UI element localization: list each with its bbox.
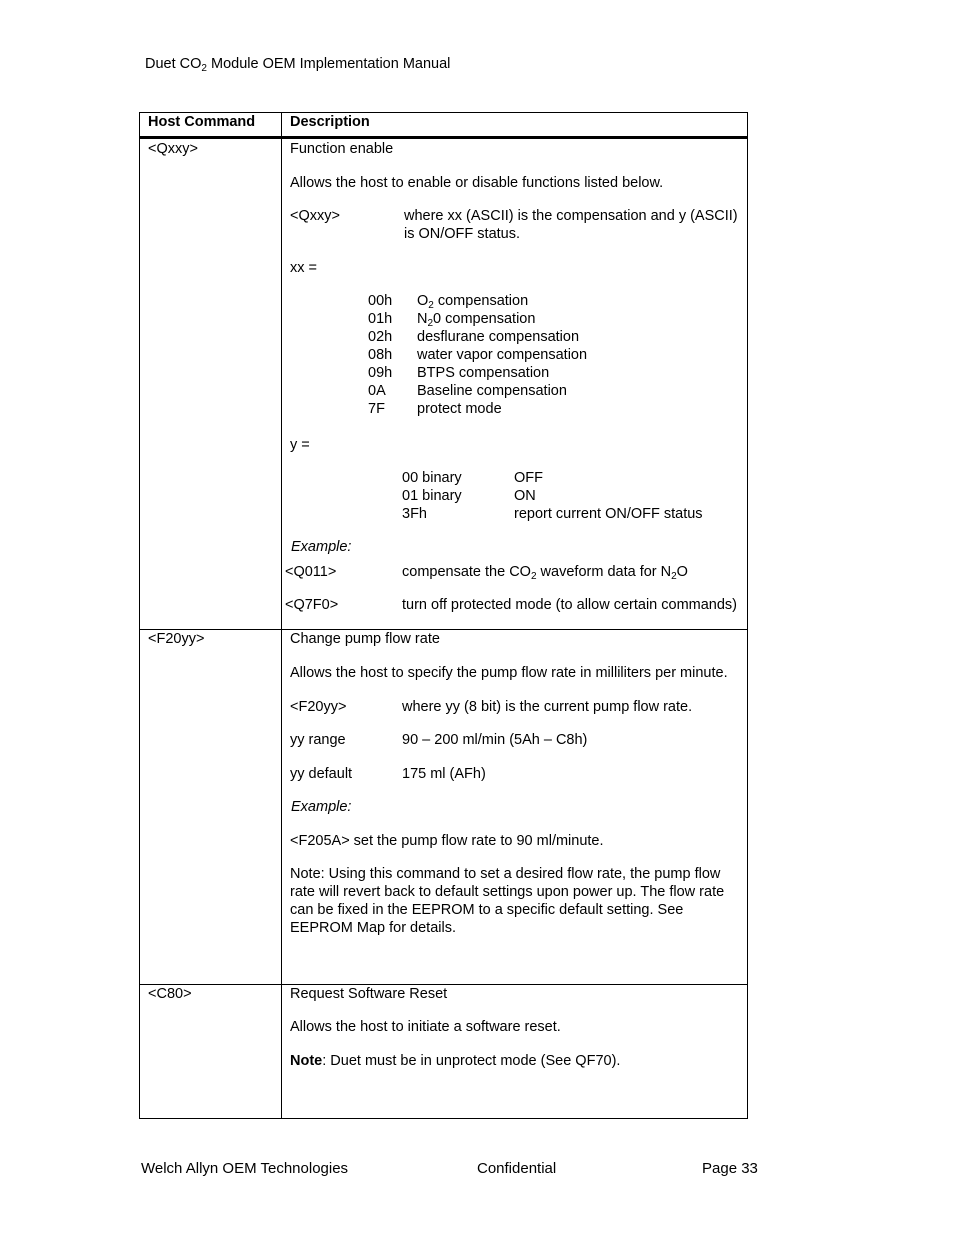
syntax-command: <Qxxy> [290, 208, 340, 224]
command-label: <C80> [148, 986, 192, 1002]
command-label: <F20yy> [148, 631, 205, 647]
xx-code: 00h [368, 293, 393, 309]
xx-label: xx = [290, 260, 317, 276]
command-cell-f20yy [140, 630, 282, 985]
command-label: <Qxxy> [148, 141, 198, 157]
xx-code: 0A [368, 383, 386, 399]
row-title: Function enable [290, 141, 394, 157]
note-line: Note: Using this command to set a desired flow rate, the pump flow [290, 866, 721, 882]
y-meaning: OFF [514, 470, 543, 486]
xx-meaning: $O_2$ compensation [417, 293, 529, 311]
example-description: compensate the $CO_2$ waveform data for $N_2O$ [402, 564, 688, 582]
command-cell-c80 [140, 985, 282, 1119]
note-bold: Note [290, 1053, 323, 1069]
footer-center: Confidential [477, 1160, 557, 1177]
default-label: yy default [290, 766, 353, 782]
column-header-description: Description [282, 113, 748, 138]
xx-code: 01h [368, 311, 393, 327]
syntax-description: where yy (8 bit) is the current pump flow rate. [402, 699, 693, 715]
example-label: Example: [291, 799, 352, 815]
header-title-sub: 2 [201, 63, 207, 74]
footer-left: Welch Allyn OEM Technologies [141, 1160, 349, 1177]
note-rest: : Duet must be in unprotect mode (See QF70). [322, 1053, 621, 1069]
header-title-pre: Duet CO [145, 56, 202, 72]
description-cell-f20yy [282, 630, 748, 985]
default-value: 175 ml (AFh) [402, 766, 486, 782]
note-line: rate will revert back to default settings upon power up. The flow rate [290, 884, 725, 900]
y-label: y = [290, 437, 310, 453]
table-header-row [140, 113, 748, 138]
row-intro: Allows the host to enable or disable functions listed below. [290, 175, 664, 191]
table-row [140, 138, 748, 630]
xx-meaning: BTPS compensation [417, 365, 550, 381]
xx-code: 08h [368, 347, 393, 363]
xx-meaning: $N_20$ compensation [417, 311, 536, 329]
syntax-description-line-2: is ON/OFF status. [404, 226, 521, 242]
note [290, 1053, 620, 1069]
xx-meaning: desflurane compensation [417, 329, 580, 345]
y-meaning: report current ON/OFF status [514, 506, 703, 522]
page-header [145, 56, 450, 72]
xx-code: 09h [368, 365, 393, 381]
y-meaning: ON [514, 488, 536, 504]
table-row [140, 630, 748, 985]
footer-page-number: Page 33 [702, 1160, 758, 1177]
host-command-table [139, 112, 748, 1119]
example-description: turn off protected mode (to allow certain commands) [402, 597, 738, 613]
y-code: 3Fh [402, 506, 427, 522]
example-command: <Q7F0> [285, 597, 339, 613]
xx-code: 02h [368, 329, 393, 345]
column-header-host-command: Host Command [140, 113, 282, 138]
example-text: <F205A> set the pump flow rate to 90 ml/minute. [290, 833, 604, 849]
xx-code: 7F [368, 401, 385, 417]
xx-meaning: Baseline compensation [417, 383, 567, 399]
syntax-command: <F20yy> [290, 699, 347, 715]
row-title: Change pump flow rate [290, 631, 440, 647]
y-code: 00 binary [402, 470, 462, 486]
description-cell-c80 [282, 985, 748, 1119]
note-line: can be fixed in the EEPROM to a specific default setting. See [290, 902, 684, 918]
y-code: 01 binary [402, 488, 462, 504]
description-cell-qxxy [282, 138, 748, 630]
range-value: 90 – 200 ml/min (5Ah – C8h) [402, 732, 588, 748]
range-label: yy range [290, 732, 346, 748]
command-cell-qxxy [140, 138, 282, 630]
example-command: <Q011> [285, 564, 337, 580]
xx-meaning: water vapor compensation [417, 347, 588, 363]
row-intro: Allows the host to initiate a software reset. [290, 1019, 561, 1035]
example-label: Example: [291, 539, 352, 555]
table-row [140, 985, 748, 1119]
note-line: EEPROM Map for details. [290, 920, 456, 936]
syntax-description-line-1: where xx (ASCII) is the compensation and y (ASCII) [404, 208, 738, 224]
xx-meaning: protect mode [417, 401, 502, 417]
row-intro: Allows the host to specify the pump flow rate in milliliters per minute. [290, 665, 728, 681]
header-title-post: Module OEM Implementation Manual [206, 56, 451, 72]
row-title: Request Software Reset [290, 986, 448, 1002]
